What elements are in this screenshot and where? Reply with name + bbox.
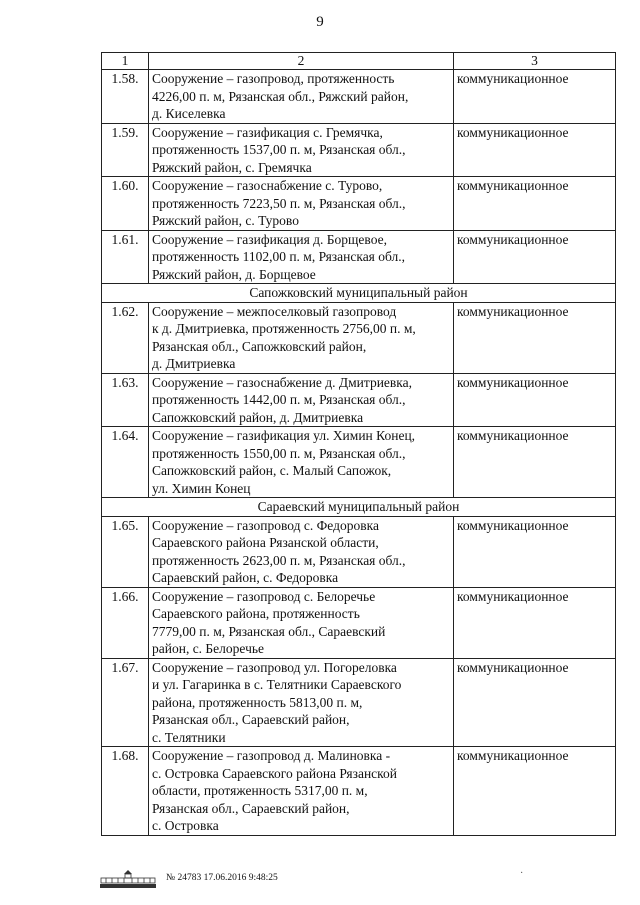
item-type: коммуникационное [454, 427, 616, 498]
registry-table [101, 52, 616, 836]
table-row [102, 427, 616, 498]
description-line: Сооружение – межпоселковый газопровод [152, 303, 397, 319]
table-row [102, 587, 616, 658]
item-description [149, 177, 454, 231]
table-row [102, 373, 616, 427]
description-line: протяженность 1442,00 п. м, Рязанская обл., [152, 392, 406, 407]
item-number: 1.64. [102, 427, 149, 498]
description-line: Ряжский район, с. Турово [152, 213, 299, 228]
description-line: протяженность 1537,00 п. м, Рязанская обл., [152, 142, 406, 157]
scan-mark: · [520, 868, 524, 879]
description-line: Рязанская обл., Сараевский район, [152, 712, 350, 727]
description-line: Рязанская обл., Сараевский район, [152, 800, 350, 816]
description-line: Сооружение – газопровод д. Малиновка - [152, 748, 391, 763]
description-line: с. Островка Сараевского района Рязанской [152, 765, 398, 781]
description-line: 4226,00 п. м, Рязанская обл., Ряжский район, [152, 88, 409, 104]
description-line: Сапожковский район, с. Малый Сапожок, [152, 463, 392, 478]
item-type: коммуникационное [454, 302, 616, 373]
item-number: 1.68. [102, 747, 149, 836]
description-line: Сараевского района, протяженность [152, 606, 360, 621]
description-line: Сооружение – газификация д. Борщевое, [152, 231, 387, 247]
item-type: коммуникационное [454, 658, 616, 747]
table-row [102, 70, 616, 124]
item-number: 1.66. [102, 587, 149, 658]
description-line: с. Островка [152, 818, 219, 833]
item-number: 1.63. [102, 373, 149, 427]
item-description [149, 230, 454, 284]
description-line: области, протяженность 5317,00 п. м, [152, 783, 368, 798]
description-line: протяженность 2623,00 п. м, Рязанская обл., [152, 552, 406, 568]
description-line: протяженность 7223,50 п. м, Рязанская обл., [152, 195, 406, 211]
item-description [149, 70, 454, 124]
column-header-description: 2 [149, 53, 454, 70]
item-number: 1.58. [102, 70, 149, 124]
description-line: Ряжский район, с. Гремячка [152, 159, 312, 175]
item-type: коммуникационное [454, 123, 616, 177]
item-description [149, 302, 454, 373]
item-description [149, 373, 454, 427]
description-line: протяженность 1102,00 п. м, Рязанская обл., [152, 249, 406, 264]
description-line: д. Киселевка [152, 106, 226, 121]
item-number: 1.61. [102, 230, 149, 284]
item-type: коммуникационное [454, 516, 616, 587]
building-logo-icon [98, 869, 158, 889]
item-number: 1.65. [102, 516, 149, 587]
description-line: Сооружение – газификация ул. Химин Конец, [152, 428, 416, 443]
description-line: Сооружение – газификация с. Гремячка, [152, 124, 383, 140]
item-number: 1.59. [102, 123, 149, 177]
item-description [149, 123, 454, 177]
description-line: Сараевского района Рязанской области, [152, 535, 379, 550]
item-description [149, 658, 454, 747]
description-line: Сооружение – газоснабжение д. Дмитриевка, [152, 374, 413, 390]
item-type: коммуникационное [454, 747, 616, 836]
description-line: Сооружение – газоснабжение с. Турово, [152, 178, 383, 193]
section-title: Сапожковский муниципальный район [102, 284, 616, 303]
item-description [149, 516, 454, 587]
item-type: коммуникационное [454, 230, 616, 284]
description-line: Сооружение – газопровод с. Белоречье [152, 588, 376, 604]
item-description [149, 427, 454, 498]
table-row [102, 177, 616, 231]
table-row [102, 230, 616, 284]
description-line: Рязанская обл., Сапожковский район, [152, 338, 367, 354]
description-line: район, с. Белоречье [152, 641, 265, 656]
description-line: 7779,00 п. м, Рязанская обл., Сараевский [152, 623, 386, 639]
table-row [102, 747, 616, 836]
section-row [102, 284, 616, 303]
registration-stamp: № 24783 17.06.2016 9:48:25 [166, 873, 278, 883]
table-row [102, 302, 616, 373]
description-line: Сооружение – газопровод с. Федоровка [152, 517, 379, 533]
table-body [102, 70, 616, 836]
table-header-row [102, 53, 616, 70]
description-line: Сооружение – газопровод ул. Погореловка [152, 659, 397, 675]
column-header-type: 3 [454, 53, 616, 70]
column-header-number: 1 [102, 53, 149, 70]
section-title: Сараевский муниципальный район [102, 498, 616, 517]
section-row [102, 498, 616, 517]
table-row [102, 123, 616, 177]
description-line: и ул. Гагаринка в с. Телятники Сараевского [152, 677, 402, 692]
description-line: к д. Дмитриевка, протяженность 2756,00 п. м, [152, 321, 416, 336]
item-description [149, 747, 454, 836]
description-line: ул. Химин Конец [152, 480, 251, 496]
description-line: протяженность 1550,00 п. м, Рязанская обл., [152, 445, 406, 461]
description-line: Сараевский район, с. Федоровка [152, 570, 339, 585]
item-type: коммуникационное [454, 587, 616, 658]
description-line: Сооружение – газопровод, протяженность [152, 71, 395, 86]
table-row [102, 658, 616, 747]
item-type: коммуникационное [454, 177, 616, 231]
item-description [149, 587, 454, 658]
item-number: 1.62. [102, 302, 149, 373]
description-line: Сапожковский район, д. Дмитриевка [152, 409, 364, 425]
description-line: района, протяженность 5813,00 п. м, [152, 694, 363, 710]
item-type: коммуникационное [454, 373, 616, 427]
table-row [102, 516, 616, 587]
item-number: 1.60. [102, 177, 149, 231]
description-line: Ряжский район, д. Борщевое [152, 266, 316, 282]
description-line: с. Телятники [152, 729, 226, 745]
item-type: коммуникационное [454, 70, 616, 124]
description-line: д. Дмитриевка [152, 356, 236, 371]
page-number: 9 [316, 14, 324, 30]
item-number: 1.67. [102, 658, 149, 747]
